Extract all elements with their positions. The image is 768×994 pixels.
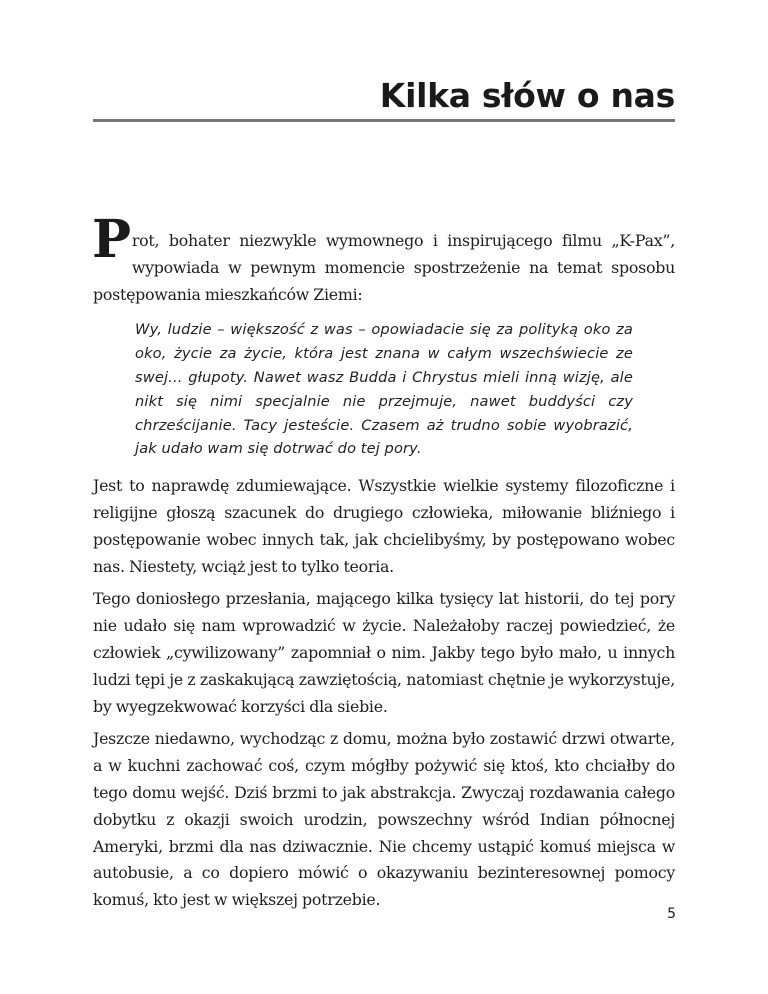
paragraph: Tego doniosłego przesłania, mającego kilka tysięcy lat historii, do tej pory nie udało się nam wprowadzić w życie. Należałoby raczej powiedzieć, że człowiek „cywilizowany” zapomniał o nim. Jakby tego było mało, u innych ludzi tępi je z zaskakującą zawziętością, natomiast chętnie je wykorzystuje, by wyegzekwować korzyści dla siebie. xyxy=(93,589,675,716)
title-underline xyxy=(93,119,675,122)
body-text xyxy=(92,209,675,920)
drop-cap: P xyxy=(92,209,131,270)
chapter-title: Kilka słów o nas xyxy=(379,76,675,115)
intro-paragraph xyxy=(92,209,675,308)
intro-text: rot, bohater niezwykle wymownego i inspirującego filmu „K-Pax”, wypowiada w pewnym momencie spostrzeżenie na temat sposobu postępowania mieszkańców Ziemi: xyxy=(93,231,675,304)
page-number: 5 xyxy=(667,906,676,922)
block-quote: Wy, ludzie – większość z was – opowiadacie się za polityką oko za oko, życie za życie, która jest znana w całym wszechświecie ze swej... głupoty. Nawet wasz Budda i Chrystus mieli inną wizję, ale nikt się nimi specjalnie nie przejmuje, nawet buddyści czy chrześcijanie. Tacy jesteście. Czasem aż trudno sobie wyobrazić, jak udało wam się dotrwać do tej pory. xyxy=(135,321,633,458)
paragraph: Jeszcze niedawno, wychodząc z domu, można było zostawić drzwi otwarte, a w kuchni zachować coś, czym mógłby pożywić się ktoś, kto chciałby do tego domu wejść. Dziś brzmi to jak abstrakcja. Zwyczaj rozdawania całego dobytku z okazji swoich urodzin, powszechny wśród Indian północnej Ameryki, brzmi dla nas dziwacznie. Nie chcemy ustąpić komuś miejsca w autobusie, a co dopiero mówić o okazywaniu bezinteresownej pomocy komuś, kto jest w większej potrzebie. xyxy=(93,729,675,910)
paragraph: Jest to naprawdę zdumiewające. Wszystkie wielkie systemy filozoficzne i religijne głoszą szacunek do drugiego człowieka, miłowanie bliźniego i postępowanie wobec innych tak, jak chcielibyśmy, by postępowano wobec nas. Niestety, wciąż jest to tylko teoria. xyxy=(93,476,675,576)
